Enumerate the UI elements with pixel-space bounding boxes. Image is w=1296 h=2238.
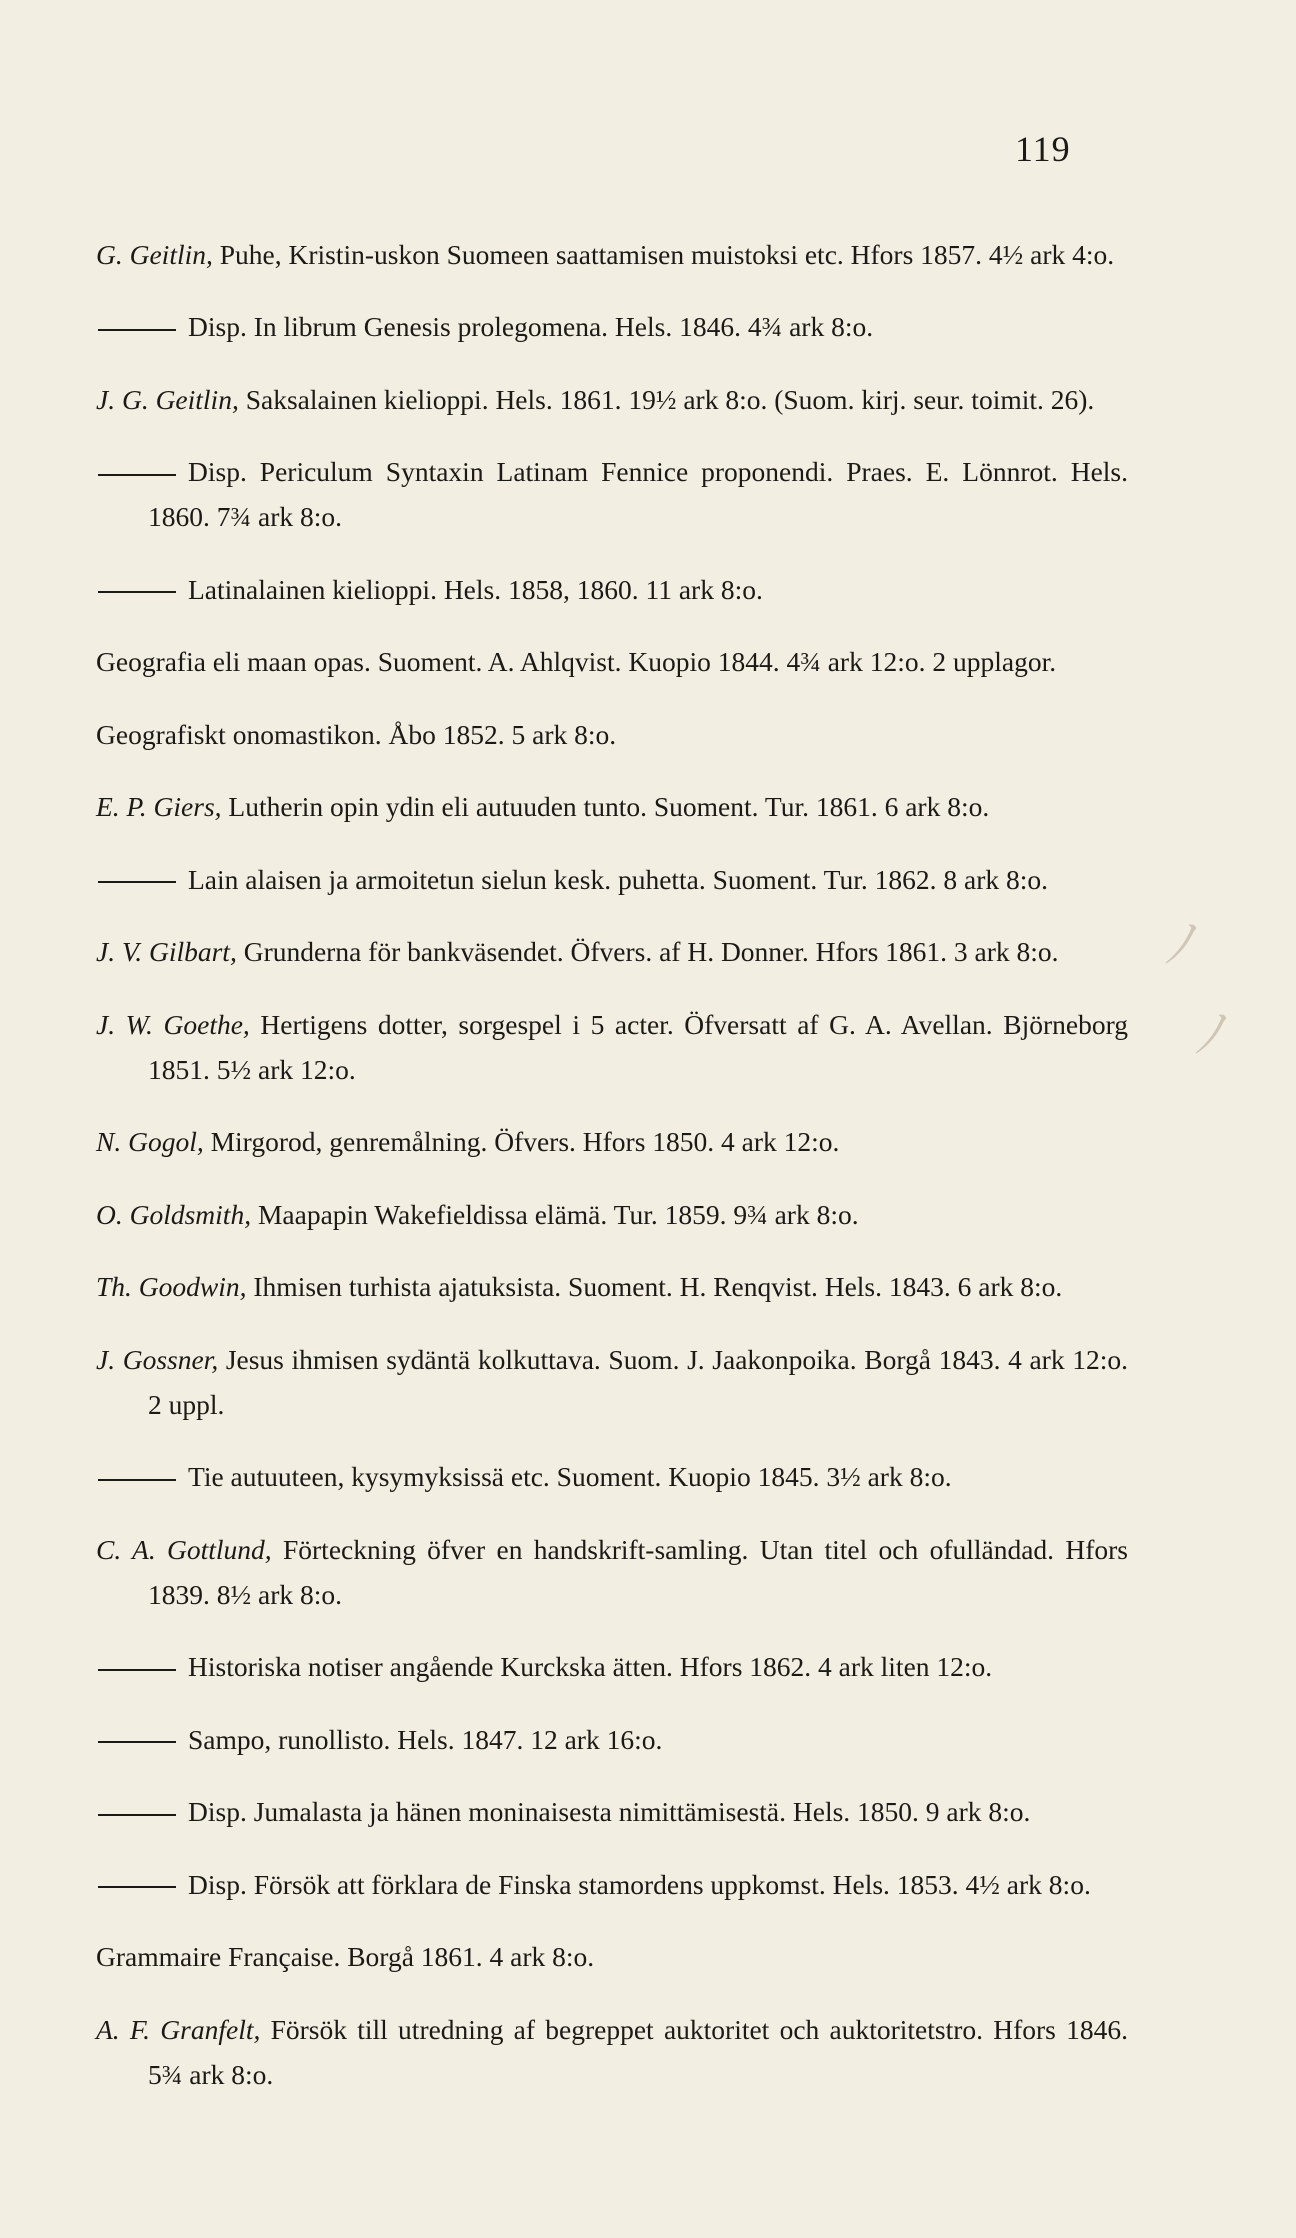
entry-text: Disp. Försök att förklara de Finska stamordens uppkomst. Hels. 1853. 4½ ark 8:o.	[188, 1868, 1091, 1900]
entry-author: J. Gossner,	[96, 1343, 219, 1375]
bibliography-entries	[96, 204, 1128, 2124]
entry-text: Grammaire Française. Borgå 1861. 4 ark 8:o.	[96, 1941, 595, 1972]
entry-author: G. Geitlin,	[96, 238, 213, 270]
entry-gilbart	[96, 929, 1128, 974]
entry-geitlin-disp-periculum	[96, 449, 1128, 539]
entry-gossner-tie	[96, 1454, 1128, 1499]
entry-text: Tie autuuteen, kysymyksissä etc. Suoment. Kuopio 1845. 3½ ark 8:o.	[188, 1461, 952, 1492]
entry-gottlund-disp-forsok	[96, 1862, 1128, 1907]
entry-author: O. Goldsmith,	[96, 1198, 252, 1230]
entry-text: Disp. Periculum Syntaxin Latinam Fennice proponendi. Praes. E. Lönnrot. Hels. 1860. 7¾ ark 8:o.	[148, 456, 1128, 532]
entry-text: Maapapin Wakefieldissa elämä. Tur. 1859. 9¾ ark 8:o.	[251, 1198, 859, 1230]
entry-text: Lain alaisen ja armoitetun sielun kesk. puhetta. Suoment. Tur. 1862. 8 ark 8:o.	[188, 863, 1049, 895]
ditto-dash	[98, 1886, 176, 1888]
entry-author: J. G. Geitlin,	[96, 383, 239, 415]
ditto-dash	[98, 329, 176, 331]
entry-gossner-jesus	[96, 1337, 1128, 1427]
ditto-dash	[98, 591, 176, 593]
entry-gottlund-forteckning	[96, 1527, 1128, 1617]
bleed-through-mark: ﾉ	[1165, 917, 1192, 974]
entry-text: Disp. Jumalasta ja hänen moninaisesta nimittämisestä. Hels. 1850. 9 ark 8:o.	[188, 1796, 1031, 1827]
ditto-dash	[98, 1814, 176, 1816]
entry-goodwin	[96, 1264, 1128, 1309]
entry-text: Sampo, runollisto. Hels. 1847. 12 ark 16:o.	[188, 1723, 663, 1755]
ditto-dash	[98, 474, 176, 476]
entry-text: Mirgorod, genremålning. Öfvers. Hfors 1850. 4 ark 12:o.	[203, 1126, 840, 1157]
entry-author: E. P. Giers,	[96, 791, 222, 822]
entry-text: Ihmisen turhista ajatuksista. Suoment. H. Renqvist. Hels. 1843. 6 ark 8:o.	[246, 1271, 1063, 1302]
entry-text: Geografiskt onomastikon. Åbo 1852. 5 ark 8:o.	[96, 718, 617, 750]
entry-text: Saksalainen kielioppi. Hels. 1861. 19½ ark 8:o. (Suom. kirj. seur. toimit. 26).	[238, 383, 1095, 415]
entry-gogol	[96, 1119, 1128, 1164]
ditto-dash	[98, 881, 176, 883]
entry-text: Disp. In librum Genesis prolegomena. Hels. 1846. 4¾ ark 8:o.	[188, 311, 874, 342]
entry-giers-lutherin	[96, 784, 1128, 829]
entry-giers-lain-alaisen	[96, 857, 1128, 902]
entry-jg-geitlin-kielioppi	[96, 377, 1128, 422]
entry-goethe	[96, 1002, 1128, 1092]
ditto-dash	[98, 1741, 176, 1743]
entry-text: Lutherin opin ydin eli autuuden tunto. Suoment. Tur. 1861. 6 ark 8:o.	[221, 791, 990, 822]
entry-geitlin-disp-genesis	[96, 304, 1128, 349]
entry-text: Historiska notiser angående Kurckska ätten. Hfors 1862. 4 ark liten 12:o.	[188, 1651, 993, 1682]
entry-latinalainen-kielioppi	[96, 567, 1128, 612]
bleed-through-mark: ﾉ	[1195, 1007, 1222, 1064]
page-number: 119	[1015, 129, 1071, 169]
entry-gottlund-disp-jumalasta	[96, 1789, 1128, 1834]
entry-author: C. A. Gottlund,	[96, 1533, 272, 1565]
entry-author: A. F. Granfelt,	[96, 2013, 261, 2045]
entry-text: Puhe, Kristin-uskon Suomeen saattamisen muistoksi etc. Hfors 1857. 4½ ark 4:o.	[212, 238, 1115, 270]
entry-gottlund-sampo	[96, 1717, 1128, 1762]
entry-text: Förteckning öfver en handskrift-samling. Utan titel och ofulländad. Hfors 1839. 8½ ark 8:o.	[148, 1533, 1128, 1610]
entry-geografiskt-onomastikon	[96, 712, 1128, 757]
entry-geitlin-puhe	[96, 232, 1128, 277]
entry-grammaire-francaise	[96, 1934, 1128, 1979]
entry-author: J. V. Gilbart,	[96, 936, 237, 967]
entry-author: J. W. Goethe,	[96, 1008, 250, 1040]
entry-text: Geografia eli maan opas. Suoment. A. Ahlqvist. Kuopio 1844. 4¾ ark 12:o. 2 upplagor.	[96, 646, 1057, 677]
entry-goldsmith	[96, 1192, 1128, 1237]
entry-author: Th. Goodwin,	[96, 1271, 247, 1302]
entry-gottlund-historiska	[96, 1644, 1128, 1689]
entry-text: Latinalainen kielioppi. Hels. 1858, 1860. 11 ark 8:o.	[188, 573, 763, 605]
entry-text: Försök till utredning af begreppet auktoritet och auktoritetstro. Hfors 1846. 5¾ ark 8:o.	[148, 2013, 1129, 2090]
ditto-dash	[98, 1669, 176, 1671]
entry-granfelt	[96, 2007, 1128, 2097]
entry-text: Hertigens dotter, sorgespel i 5 acter. Öfversatt af G. A. Avellan. Björneborg 1851. 5½ ark 12:o.	[148, 1008, 1128, 1085]
entry-author: N. Gogol,	[96, 1126, 204, 1157]
entry-text: Jesus ihmisen sydäntä kolkuttava. Suom. J. Jaakonpoika. Borgå 1843. 4 ark 12:o. 2 uppl.	[148, 1343, 1128, 1420]
entry-text: Grunderna för bankväsendet. Öfvers. af H. Donner. Hfors 1861. 3 ark 8:o.	[236, 936, 1059, 967]
entry-geografia	[96, 639, 1128, 684]
ditto-dash	[98, 1479, 176, 1481]
